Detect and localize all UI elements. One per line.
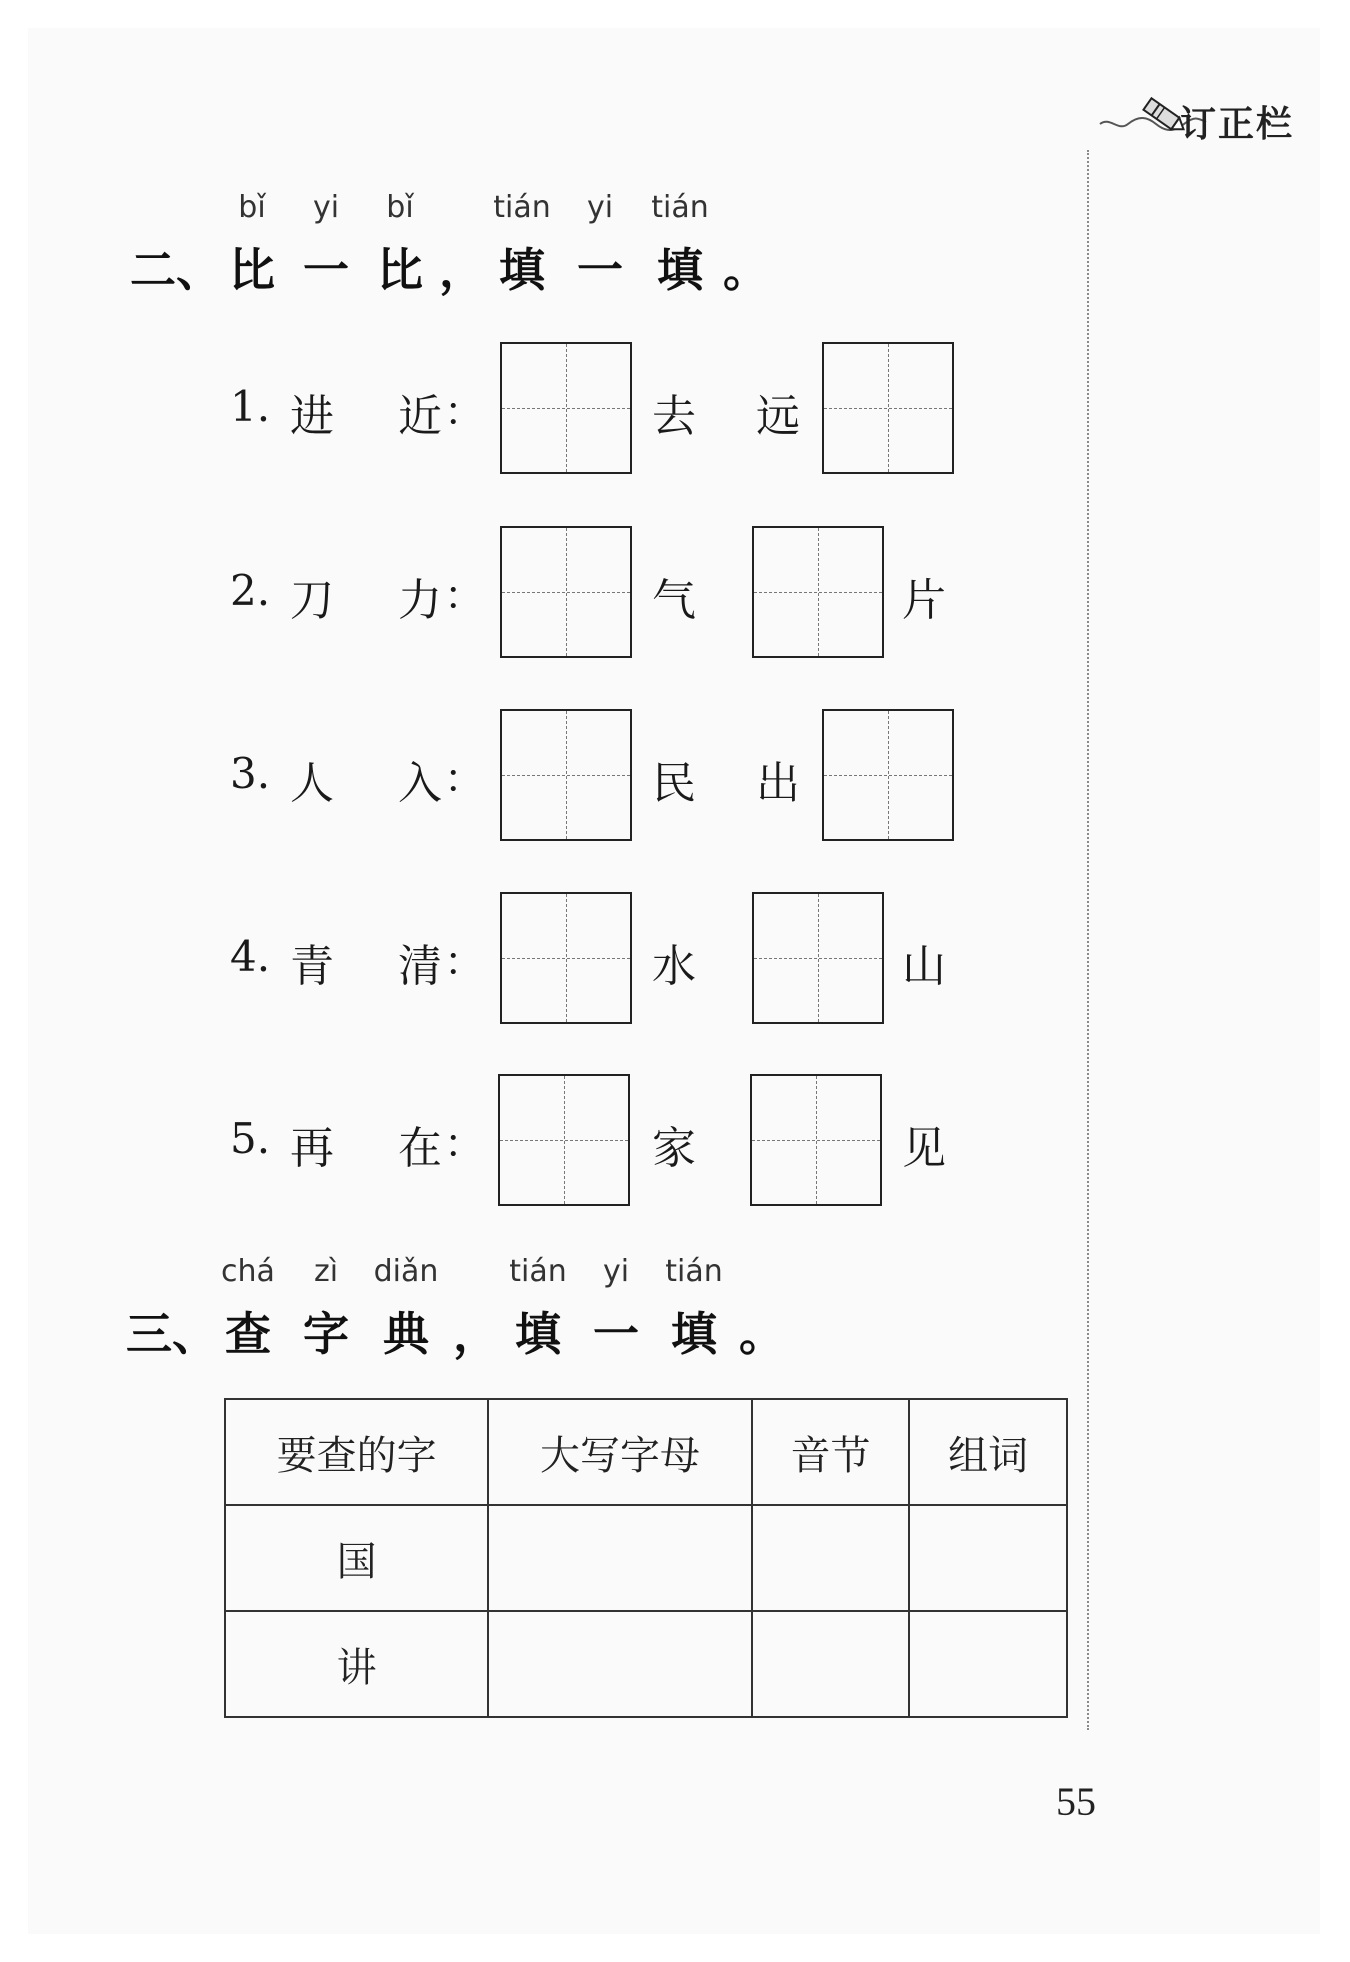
- word-cell[interactable]: [909, 1611, 1067, 1717]
- pinyin: yi: [312, 190, 340, 225]
- colon: ：: [444, 389, 484, 435]
- heading-char: 填: [499, 243, 545, 297]
- word-char: 去: [652, 391, 696, 442]
- answer-box[interactable]: [752, 892, 884, 1024]
- syllable-cell[interactable]: [752, 1611, 910, 1717]
- section-2-title: [126, 234, 1026, 297]
- word-char: 远: [756, 391, 800, 442]
- correction-column-divider: [1087, 150, 1089, 1730]
- pinyin: bǐ: [238, 190, 266, 225]
- answer-box[interactable]: [498, 1074, 630, 1206]
- column-header: 要查的字: [225, 1399, 488, 1505]
- pinyin: yi: [602, 1254, 630, 1289]
- heading-char: ，: [439, 243, 485, 297]
- pinyin: bǐ: [386, 190, 414, 225]
- question-row-5: [0, 1074, 1080, 1206]
- word-char: 气: [652, 575, 696, 626]
- question-number: 4.: [230, 932, 271, 981]
- correction-column-title: 订正栏: [1180, 104, 1295, 145]
- pinyin: chá: [221, 1254, 275, 1289]
- compare-char-a: 人: [290, 758, 334, 809]
- pinyin: tián: [509, 1254, 567, 1289]
- pinyin: yi: [586, 190, 614, 225]
- answer-box[interactable]: [500, 892, 632, 1024]
- question-number: 2.: [230, 566, 271, 615]
- colon: ：: [444, 573, 484, 619]
- heading-char: 。: [723, 243, 769, 297]
- compare-char-b: 力: [398, 575, 442, 626]
- column-header: 大写字母: [488, 1399, 751, 1505]
- answer-box[interactable]: [500, 342, 632, 474]
- column-header: 组词: [909, 1399, 1067, 1505]
- table-row: [225, 1505, 1067, 1611]
- compare-char-a: 青: [290, 941, 334, 992]
- question-row-3: [0, 709, 1080, 841]
- heading-char: 填: [657, 243, 703, 297]
- compare-char-b: 入: [398, 758, 442, 809]
- word-char: 见: [902, 1123, 946, 1174]
- compare-char-b: 清: [398, 941, 442, 992]
- capital-letter-cell[interactable]: [488, 1611, 751, 1717]
- word-char: 水: [652, 941, 696, 992]
- compare-char-a: 进: [290, 391, 334, 442]
- word-cell[interactable]: [909, 1505, 1067, 1611]
- table-header-row: [225, 1399, 1067, 1505]
- compare-char-a: 刀: [290, 575, 334, 626]
- colon: ：: [444, 939, 484, 985]
- section-3-title: [126, 1298, 1026, 1361]
- answer-box[interactable]: [750, 1074, 882, 1206]
- pinyin: tián: [665, 1254, 723, 1289]
- heading-char: 。: [739, 1307, 785, 1361]
- question-row-2: [0, 526, 1080, 658]
- section-3-pinyin: [126, 1254, 1026, 1294]
- answer-box[interactable]: [500, 526, 632, 658]
- colon: ：: [444, 1121, 484, 1167]
- word-char: 山: [902, 941, 946, 992]
- word-char: 民: [652, 758, 696, 809]
- answer-box[interactable]: [822, 342, 954, 474]
- lookup-char-cell: 国: [225, 1505, 488, 1611]
- page-number: 55: [1056, 1779, 1096, 1824]
- answer-box[interactable]: [500, 709, 632, 841]
- correction-column-header: [1100, 92, 1320, 145]
- heading-char: 填: [671, 1307, 717, 1361]
- heading-char: 典: [383, 1307, 429, 1361]
- question-row-4: [0, 892, 1080, 1024]
- lookup-char-cell: 讲: [225, 1611, 488, 1717]
- table-row: [225, 1611, 1067, 1717]
- section-2-pinyin: [126, 190, 1026, 230]
- heading-char: 一: [303, 243, 349, 297]
- heading-char: ，: [453, 1307, 499, 1361]
- question-row-1: [0, 342, 1080, 474]
- capital-letter-cell[interactable]: [488, 1505, 751, 1611]
- syllable-cell[interactable]: [752, 1505, 910, 1611]
- heading-char: 比: [377, 243, 423, 297]
- compare-char-a: 再: [290, 1123, 334, 1174]
- heading-char: 查: [225, 1307, 271, 1361]
- column-header: 音节: [752, 1399, 910, 1505]
- heading-char: 一: [577, 243, 623, 297]
- dictionary-table: [224, 1398, 1068, 1718]
- heading-char: 字: [303, 1307, 349, 1361]
- heading-char: 填: [515, 1307, 561, 1361]
- pinyin: zì: [313, 1254, 339, 1289]
- heading-char: 一: [593, 1307, 639, 1361]
- question-number: 1.: [230, 382, 271, 431]
- word-char: 出: [756, 758, 800, 809]
- word-char: 片: [902, 575, 946, 626]
- pinyin: tián: [651, 190, 709, 225]
- question-number: 3.: [230, 749, 271, 798]
- pinyin: tián: [493, 190, 551, 225]
- compare-char-b: 在: [398, 1123, 442, 1174]
- answer-box[interactable]: [822, 709, 954, 841]
- question-number: 5.: [230, 1114, 271, 1163]
- heading-char: 比: [229, 243, 275, 297]
- answer-box[interactable]: [752, 526, 884, 658]
- colon: ：: [444, 756, 484, 802]
- pinyin: diǎn: [373, 1254, 439, 1289]
- word-char: 家: [652, 1123, 696, 1174]
- compare-char-b: 近: [398, 391, 442, 442]
- section-number: 三、: [126, 1307, 218, 1361]
- section-number: 二、: [130, 243, 222, 297]
